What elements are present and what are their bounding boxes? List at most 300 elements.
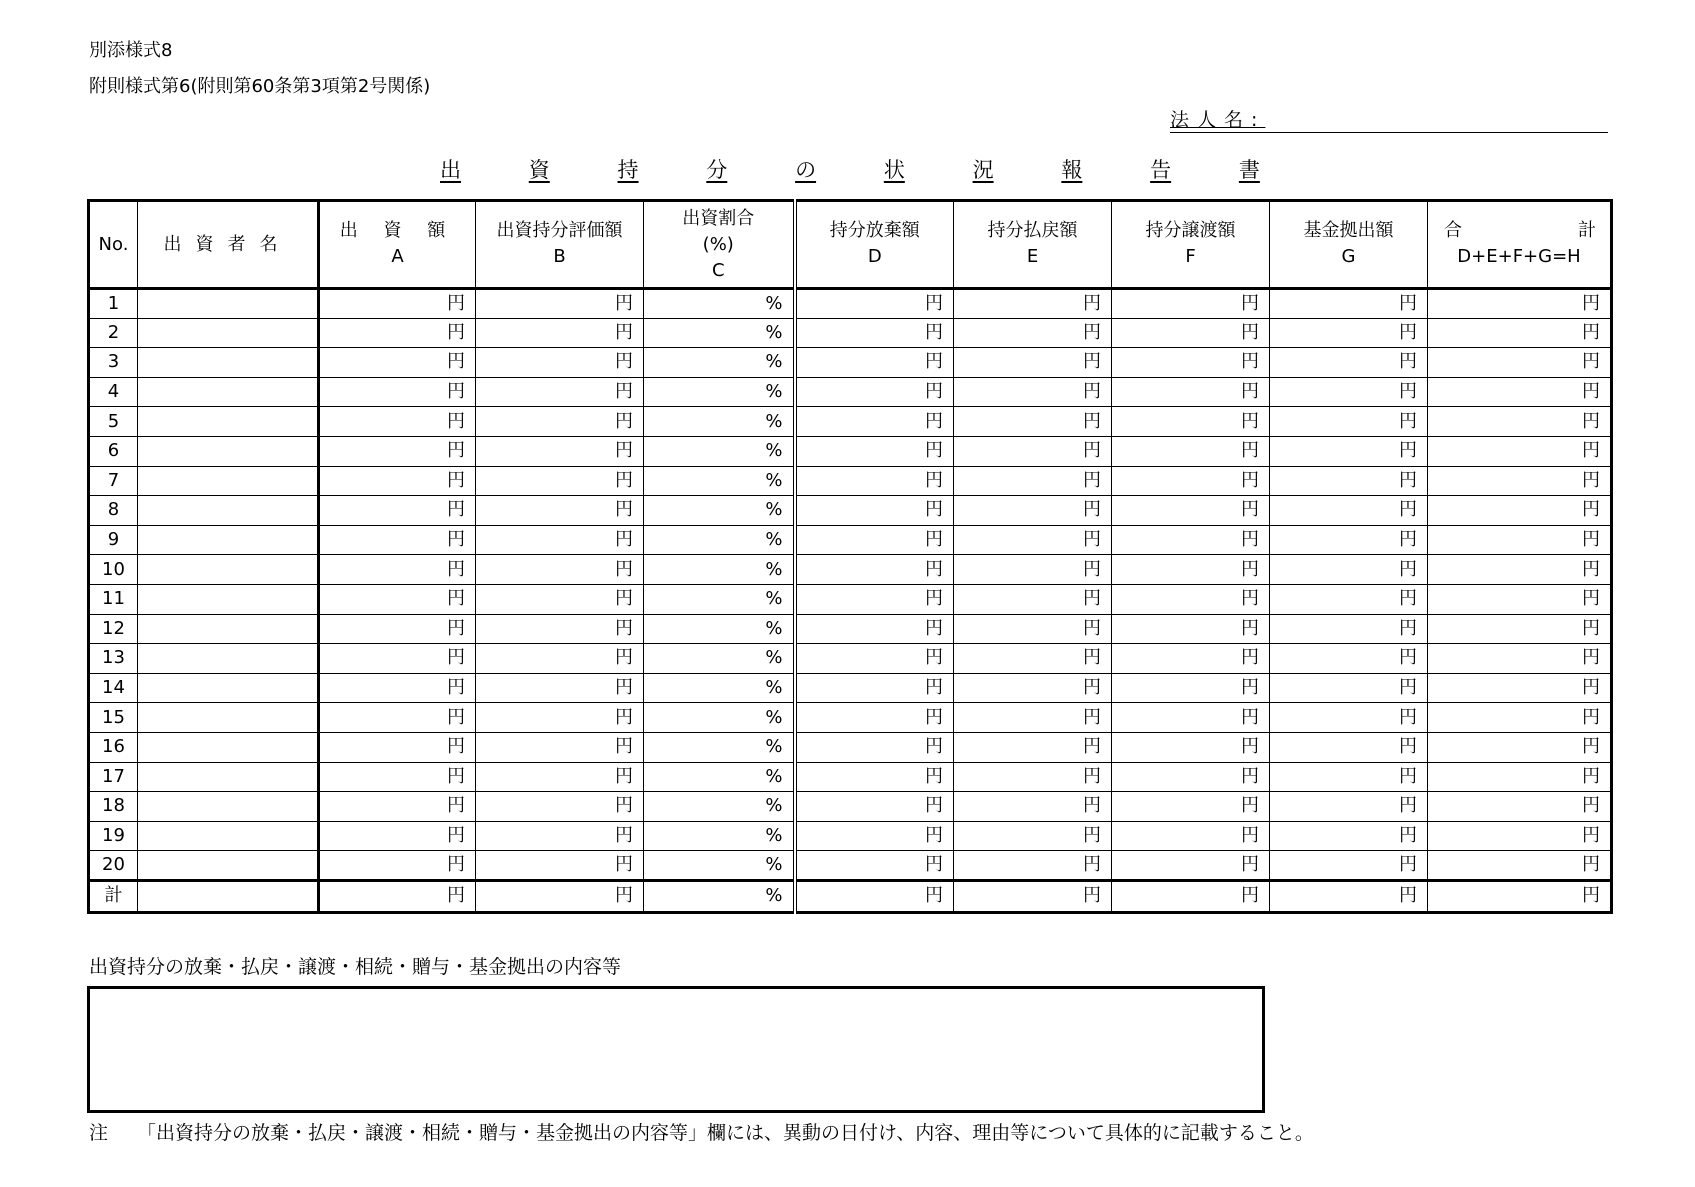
investment-ratio-cell[interactable] <box>644 348 795 378</box>
equity-valuation-cell[interactable] <box>476 732 644 762</box>
title-char: の <box>795 158 817 182</box>
equity-valuation-cell[interactable] <box>476 880 644 912</box>
waiver-amount-cell[interactable] <box>795 584 954 614</box>
unit-label: % <box>765 617 783 639</box>
fund-contribution-cell[interactable] <box>1270 555 1428 585</box>
investor-name-cell[interactable] <box>138 614 319 644</box>
unit-label: % <box>765 795 783 817</box>
unit-label: 円 <box>1582 410 1600 432</box>
row-number-cell: 16 <box>89 732 138 762</box>
fund-contribution-cell[interactable] <box>1270 466 1428 496</box>
waiver-amount-cell[interactable] <box>795 318 954 348</box>
investor-name-cell[interactable] <box>138 555 319 585</box>
refund-amount-cell[interactable] <box>954 584 1112 614</box>
investor-name-cell[interactable] <box>138 407 319 437</box>
col-header-total: 合 計 D+E+F+G=H <box>1428 201 1612 289</box>
unit-label: 円 <box>1399 440 1417 462</box>
waiver-amount-cell[interactable] <box>795 673 954 703</box>
unit-label: 円 <box>1241 499 1259 521</box>
unit-label: 円 <box>1399 765 1417 787</box>
investment-ratio-cell[interactable] <box>644 289 795 319</box>
total-cell[interactable] <box>1428 673 1612 703</box>
refund-amount-cell[interactable] <box>954 496 1112 526</box>
fund-contribution-cell[interactable] <box>1270 644 1428 674</box>
fund-contribution-cell[interactable] <box>1270 703 1428 733</box>
investor-name-cell[interactable] <box>138 525 319 555</box>
title-char: 分 <box>706 158 728 182</box>
row-number-cell: 8 <box>89 496 138 526</box>
unit-label: 円 <box>615 558 633 580</box>
investor-name-cell[interactable] <box>138 318 319 348</box>
total-cell[interactable] <box>1428 644 1612 674</box>
unit-label: 円 <box>1582 321 1600 343</box>
fund-contribution-cell[interactable] <box>1270 584 1428 614</box>
waiver-amount-cell[interactable] <box>795 436 954 466</box>
row-number-cell: 13 <box>89 644 138 674</box>
waiver-amount-cell[interactable] <box>795 466 954 496</box>
unit-label: 円 <box>1399 677 1417 699</box>
unit-label: 円 <box>1083 795 1101 817</box>
equity-valuation-cell[interactable] <box>476 377 644 407</box>
investor-name-cell[interactable] <box>138 466 319 496</box>
waiver-amount-cell[interactable] <box>795 703 954 733</box>
fund-contribution-cell[interactable] <box>1270 318 1428 348</box>
table-row <box>89 525 1612 555</box>
equity-valuation-cell[interactable] <box>476 555 644 585</box>
unit-label: 円 <box>447 795 465 817</box>
investment-amount-cell[interactable] <box>319 703 476 733</box>
unit-label: 円 <box>1083 588 1101 610</box>
transfer-amount-cell[interactable] <box>1112 880 1270 912</box>
unit-label: 円 <box>1582 440 1600 462</box>
investor-name-cell[interactable] <box>138 348 319 378</box>
investor-name-cell[interactable] <box>138 821 319 851</box>
waiver-amount-cell[interactable] <box>795 555 954 585</box>
col-header-refund-amount: 持分払戻額 E <box>954 201 1112 289</box>
investment-amount-cell[interactable] <box>319 644 476 674</box>
investment-ratio-cell[interactable] <box>644 496 795 526</box>
unit-label: 円 <box>1083 321 1101 343</box>
waiver-amount-cell[interactable] <box>795 644 954 674</box>
unit-label: 円 <box>447 558 465 580</box>
unit-label: 円 <box>1582 824 1600 846</box>
unit-label: 円 <box>1399 617 1417 639</box>
refund-amount-cell[interactable] <box>954 614 1112 644</box>
investor-name-cell[interactable] <box>138 377 319 407</box>
fund-contribution-cell[interactable] <box>1270 614 1428 644</box>
unit-label: 円 <box>1582 854 1600 876</box>
total-cell[interactable] <box>1428 377 1612 407</box>
investment-ratio-cell[interactable] <box>644 851 795 881</box>
unit-label: 円 <box>925 558 943 580</box>
total-cell[interactable] <box>1428 496 1612 526</box>
unit-label: 円 <box>615 677 633 699</box>
equity-valuation-cell[interactable] <box>476 318 644 348</box>
investment-amount-cell[interactable] <box>319 466 476 496</box>
title-char: 書 <box>1238 158 1260 182</box>
investment-amount-cell[interactable] <box>319 377 476 407</box>
investment-ratio-cell[interactable] <box>644 644 795 674</box>
investor-name-cell[interactable] <box>138 289 319 319</box>
transfer-amount-cell[interactable] <box>1112 851 1270 881</box>
investment-ratio-cell[interactable] <box>644 792 795 822</box>
investment-amount-cell[interactable] <box>319 762 476 792</box>
table-row <box>89 496 1612 526</box>
refund-amount-cell[interactable] <box>954 377 1112 407</box>
investment-ratio-cell[interactable] <box>644 318 795 348</box>
equity-valuation-cell[interactable] <box>476 525 644 555</box>
waiver-amount-cell[interactable] <box>795 525 954 555</box>
equity-valuation-cell[interactable] <box>476 496 644 526</box>
transfer-amount-cell[interactable] <box>1112 584 1270 614</box>
investment-amount-cell[interactable] <box>319 496 476 526</box>
investment-amount-cell[interactable] <box>319 880 476 912</box>
table-row <box>89 289 1612 319</box>
transfer-amount-cell[interactable] <box>1112 496 1270 526</box>
total-cell[interactable] <box>1428 318 1612 348</box>
unit-label: 円 <box>447 885 465 907</box>
waiver-amount-cell[interactable] <box>795 289 954 319</box>
unit-label: 円 <box>1399 824 1417 846</box>
row-number-cell: 19 <box>89 821 138 851</box>
unit-label: 円 <box>615 440 633 462</box>
unit-label: 円 <box>1399 499 1417 521</box>
investment-ratio-cell[interactable] <box>644 614 795 644</box>
unit-label: 円 <box>615 824 633 846</box>
total-cell[interactable] <box>1428 821 1612 851</box>
investment-amount-cell[interactable] <box>319 525 476 555</box>
table-row <box>89 851 1612 881</box>
unit-label: 円 <box>1083 677 1101 699</box>
unit-label: 円 <box>1241 765 1259 787</box>
investment-amount-cell[interactable] <box>319 584 476 614</box>
equity-valuation-cell[interactable] <box>476 436 644 466</box>
investor-name-cell[interactable] <box>138 644 319 674</box>
equity-valuation-cell[interactable] <box>476 703 644 733</box>
transfer-amount-cell[interactable] <box>1112 407 1270 437</box>
fund-contribution-cell[interactable] <box>1270 436 1428 466</box>
investment-ratio-cell[interactable] <box>644 821 795 851</box>
investment-ratio-cell[interactable] <box>644 525 795 555</box>
unit-label: 円 <box>1399 588 1417 610</box>
refund-amount-cell[interactable] <box>954 436 1112 466</box>
unit-label: 円 <box>615 351 633 373</box>
unit-label: 円 <box>1399 647 1417 669</box>
unit-label: 円 <box>447 381 465 403</box>
investment-amount-cell[interactable] <box>319 821 476 851</box>
investor-name-cell[interactable] <box>138 584 319 614</box>
investment-amount-cell[interactable] <box>319 732 476 762</box>
unit-label: % <box>765 765 783 787</box>
refund-amount-cell[interactable] <box>954 792 1112 822</box>
equity-valuation-cell[interactable] <box>476 614 644 644</box>
total-cell[interactable] <box>1428 348 1612 378</box>
investment-ratio-cell[interactable] <box>644 762 795 792</box>
unit-label: % <box>765 736 783 758</box>
investment-status-table <box>87 199 1613 914</box>
investment-ratio-cell[interactable] <box>644 673 795 703</box>
unit-label: 円 <box>925 706 943 728</box>
unit-label: 円 <box>447 736 465 758</box>
investor-name-cell[interactable] <box>138 732 319 762</box>
unit-label: 円 <box>1399 885 1417 907</box>
unit-label: % <box>765 885 783 907</box>
fund-contribution-cell[interactable] <box>1270 762 1428 792</box>
transfer-amount-cell[interactable] <box>1112 644 1270 674</box>
investor-name-cell[interactable] <box>138 703 319 733</box>
table-row <box>89 555 1612 585</box>
row-number-cell: 7 <box>89 466 138 496</box>
transfer-amount-cell[interactable] <box>1112 614 1270 644</box>
investment-ratio-cell[interactable] <box>644 880 795 912</box>
fund-contribution-cell[interactable] <box>1270 377 1428 407</box>
investment-ratio-cell[interactable] <box>644 466 795 496</box>
refund-amount-cell[interactable] <box>954 880 1112 912</box>
total-cell[interactable] <box>1428 407 1612 437</box>
transfer-amount-cell[interactable] <box>1112 289 1270 319</box>
unit-label: 円 <box>925 617 943 639</box>
refund-amount-cell[interactable] <box>954 851 1112 881</box>
investment-amount-cell[interactable] <box>319 289 476 319</box>
table-row <box>89 407 1612 437</box>
investment-amount-cell[interactable] <box>319 792 476 822</box>
unit-label: 円 <box>1241 617 1259 639</box>
waiver-amount-cell[interactable] <box>795 851 954 881</box>
unit-label: % <box>765 588 783 610</box>
unit-label: 円 <box>447 410 465 432</box>
fund-contribution-cell[interactable] <box>1270 407 1428 437</box>
investment-ratio-cell[interactable] <box>644 377 795 407</box>
unit-label: 円 <box>925 292 943 314</box>
transfer-amount-cell[interactable] <box>1112 348 1270 378</box>
equity-valuation-cell[interactable] <box>476 348 644 378</box>
total-cell[interactable] <box>1428 289 1612 319</box>
unit-label: 円 <box>1083 647 1101 669</box>
investment-amount-cell[interactable] <box>319 614 476 644</box>
refund-amount-cell[interactable] <box>954 732 1112 762</box>
equity-valuation-cell[interactable] <box>476 673 644 703</box>
unit-label: % <box>765 410 783 432</box>
investment-ratio-cell[interactable] <box>644 732 795 762</box>
fund-contribution-cell[interactable] <box>1270 880 1428 912</box>
transfer-amount-cell[interactable] <box>1112 377 1270 407</box>
transfer-amount-cell[interactable] <box>1112 466 1270 496</box>
investment-amount-cell[interactable] <box>319 851 476 881</box>
refund-amount-cell[interactable] <box>954 525 1112 555</box>
row-number-cell: 11 <box>89 584 138 614</box>
investor-name-cell[interactable] <box>138 792 319 822</box>
total-cell[interactable] <box>1428 436 1612 466</box>
fund-contribution-cell[interactable] <box>1270 525 1428 555</box>
refund-amount-cell[interactable] <box>954 673 1112 703</box>
unit-label: 円 <box>447 647 465 669</box>
unit-label: 円 <box>1582 706 1600 728</box>
unit-label: 円 <box>925 795 943 817</box>
row-number-cell: 6 <box>89 436 138 466</box>
table-row <box>89 821 1612 851</box>
unit-label: 円 <box>925 765 943 787</box>
total-cell[interactable] <box>1428 525 1612 555</box>
unit-label: 円 <box>615 736 633 758</box>
unit-label: 円 <box>615 321 633 343</box>
unit-label: 円 <box>1083 824 1101 846</box>
total-cell[interactable] <box>1428 880 1612 912</box>
fund-contribution-cell[interactable] <box>1270 496 1428 526</box>
transfer-amount-cell[interactable] <box>1112 792 1270 822</box>
transfer-amount-cell[interactable] <box>1112 555 1270 585</box>
unit-label: 円 <box>1582 647 1600 669</box>
total-cell[interactable] <box>1428 614 1612 644</box>
waiver-amount-cell[interactable] <box>795 377 954 407</box>
unit-label: 円 <box>1582 469 1600 491</box>
total-cell[interactable] <box>1428 584 1612 614</box>
investment-ratio-cell[interactable] <box>644 555 795 585</box>
investment-amount-cell[interactable] <box>319 555 476 585</box>
refund-amount-cell[interactable] <box>954 466 1112 496</box>
investor-name-cell[interactable] <box>138 496 319 526</box>
unit-label: 円 <box>1241 381 1259 403</box>
total-cell[interactable] <box>1428 851 1612 881</box>
unit-label: 円 <box>447 588 465 610</box>
unit-label: 円 <box>925 410 943 432</box>
unit-label: 円 <box>925 440 943 462</box>
table-row <box>89 673 1612 703</box>
transfer-amount-cell[interactable] <box>1112 703 1270 733</box>
unit-label: % <box>765 647 783 669</box>
unit-label: 円 <box>925 381 943 403</box>
refund-amount-cell[interactable] <box>954 644 1112 674</box>
investor-name-cell[interactable] <box>138 880 319 912</box>
refund-amount-cell[interactable] <box>954 318 1112 348</box>
investment-amount-cell[interactable] <box>319 318 476 348</box>
corporation-name-field[interactable] <box>1170 108 1608 133</box>
investment-ratio-cell[interactable] <box>644 407 795 437</box>
fund-contribution-cell[interactable] <box>1270 348 1428 378</box>
unit-label: 円 <box>1399 381 1417 403</box>
unit-label: 円 <box>1582 736 1600 758</box>
transfer-amount-cell[interactable] <box>1112 673 1270 703</box>
investor-name-cell[interactable] <box>138 673 319 703</box>
total-cell[interactable] <box>1428 732 1612 762</box>
waiver-amount-cell[interactable] <box>795 348 954 378</box>
fund-contribution-cell[interactable] <box>1270 792 1428 822</box>
unit-label: 円 <box>447 765 465 787</box>
unit-label: 円 <box>615 647 633 669</box>
refund-amount-cell[interactable] <box>954 821 1112 851</box>
refund-amount-cell[interactable] <box>954 289 1112 319</box>
unit-label: 円 <box>615 381 633 403</box>
equity-valuation-cell[interactable] <box>476 762 644 792</box>
unit-label: 円 <box>1582 765 1600 787</box>
title-char: 状 <box>883 158 905 182</box>
equity-valuation-cell[interactable] <box>476 584 644 614</box>
equity-valuation-cell[interactable] <box>476 792 644 822</box>
refund-amount-cell[interactable] <box>954 407 1112 437</box>
equity-valuation-cell[interactable] <box>476 821 644 851</box>
total-cell[interactable] <box>1428 466 1612 496</box>
total-cell[interactable] <box>1428 555 1612 585</box>
transfer-amount-cell[interactable] <box>1112 762 1270 792</box>
table-row <box>89 318 1612 348</box>
unit-label: 円 <box>1241 824 1259 846</box>
investment-ratio-cell[interactable] <box>644 436 795 466</box>
equity-valuation-cell[interactable] <box>476 644 644 674</box>
waiver-amount-cell[interactable] <box>795 732 954 762</box>
unit-label: 円 <box>447 529 465 551</box>
unit-label: % <box>765 529 783 551</box>
unit-label: 円 <box>1241 440 1259 462</box>
waiver-amount-cell[interactable] <box>795 614 954 644</box>
total-cell[interactable] <box>1428 703 1612 733</box>
unit-label: 円 <box>1399 706 1417 728</box>
unit-label: 円 <box>1241 292 1259 314</box>
unit-label: 円 <box>925 321 943 343</box>
row-number-cell: 20 <box>89 851 138 881</box>
waiver-amount-cell[interactable] <box>795 792 954 822</box>
unit-label: 円 <box>1582 558 1600 580</box>
investment-amount-cell[interactable] <box>319 407 476 437</box>
fund-contribution-cell[interactable] <box>1270 851 1428 881</box>
transfer-amount-cell[interactable] <box>1112 732 1270 762</box>
transfer-amount-cell[interactable] <box>1112 525 1270 555</box>
waiver-amount-cell[interactable] <box>795 762 954 792</box>
document-title <box>440 156 1260 184</box>
remarks-label: 出資持分の放棄・払戻・譲渡・相続・贈与・基金拠出の内容等 <box>89 956 622 978</box>
unit-label: 円 <box>1241 321 1259 343</box>
row-number-cell: 9 <box>89 525 138 555</box>
unit-label: 円 <box>1241 795 1259 817</box>
waiver-amount-cell[interactable] <box>795 496 954 526</box>
investment-amount-cell[interactable] <box>319 436 476 466</box>
equity-valuation-cell[interactable] <box>476 289 644 319</box>
remarks-input-box[interactable] <box>87 986 1265 1113</box>
fund-contribution-cell[interactable] <box>1270 673 1428 703</box>
fund-contribution-cell[interactable] <box>1270 821 1428 851</box>
col-header-no: No. <box>89 201 138 289</box>
unit-label: 円 <box>1399 469 1417 491</box>
unit-label: 円 <box>1083 529 1101 551</box>
waiver-amount-cell[interactable] <box>795 821 954 851</box>
refund-amount-cell[interactable] <box>954 555 1112 585</box>
unit-label: 円 <box>447 440 465 462</box>
equity-valuation-cell[interactable] <box>476 466 644 496</box>
unit-label: 円 <box>447 677 465 699</box>
unit-label: 円 <box>1083 440 1101 462</box>
total-cell[interactable] <box>1428 792 1612 822</box>
investment-amount-cell[interactable] <box>319 348 476 378</box>
waiver-amount-cell[interactable] <box>795 407 954 437</box>
transfer-amount-cell[interactable] <box>1112 318 1270 348</box>
investor-name-cell[interactable] <box>138 851 319 881</box>
investment-amount-cell[interactable] <box>319 673 476 703</box>
refund-amount-cell[interactable] <box>954 762 1112 792</box>
equity-valuation-cell[interactable] <box>476 851 644 881</box>
investor-name-cell[interactable] <box>138 436 319 466</box>
fund-contribution-cell[interactable] <box>1270 732 1428 762</box>
investment-ratio-cell[interactable] <box>644 584 795 614</box>
equity-valuation-cell[interactable] <box>476 407 644 437</box>
refund-amount-cell[interactable] <box>954 348 1112 378</box>
refund-amount-cell[interactable] <box>954 703 1112 733</box>
investment-ratio-cell[interactable] <box>644 703 795 733</box>
transfer-amount-cell[interactable] <box>1112 821 1270 851</box>
transfer-amount-cell[interactable] <box>1112 436 1270 466</box>
total-cell[interactable] <box>1428 762 1612 792</box>
unit-label: 円 <box>925 499 943 521</box>
waiver-amount-cell[interactable] <box>795 880 954 912</box>
fund-contribution-cell[interactable] <box>1270 289 1428 319</box>
investor-name-cell[interactable] <box>138 762 319 792</box>
